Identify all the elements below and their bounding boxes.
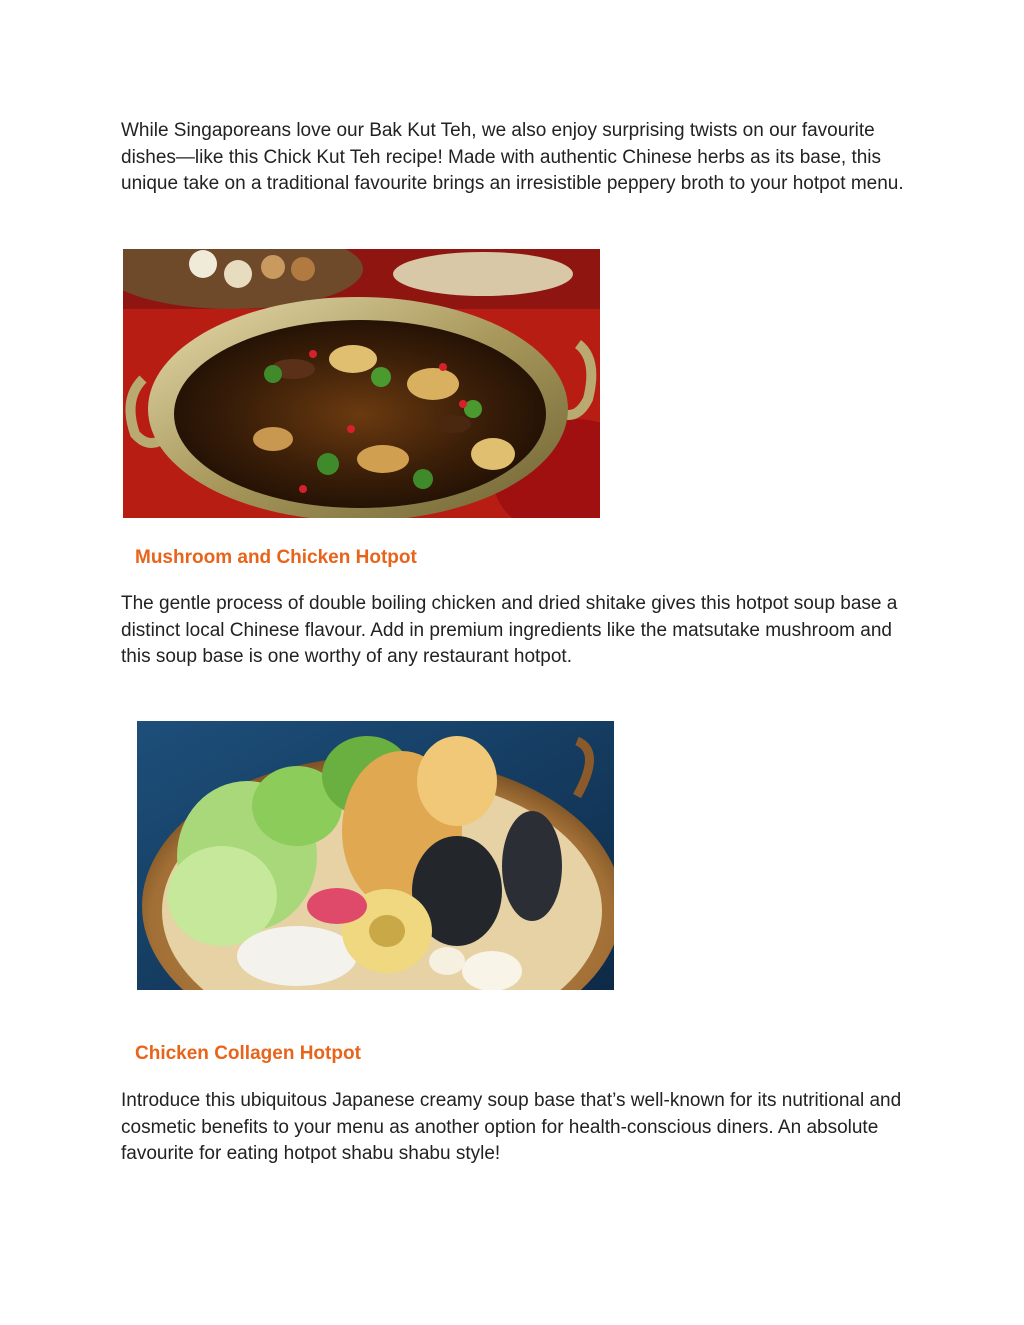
intro-paragraph: While Singaporeans love our Bak Kut Teh, we also enjoy surprising twists on our favourite dishes—like this Chick Kut Teh recipe! Made with authentic Chinese herbs as its base, this unique take on a traditional favourite brings an irresistible peppery broth to your hotpot menu.	[121, 120, 904, 194]
section-body: Introduce this ubiquitous Japanese creamy soup base that’s well-known for its nutritional and cosmetic benefits to your menu as another option for health-conscious diners. An absolute favourite for eating hotpot shabu shabu style!	[121, 1090, 902, 1164]
collagen-hotpot-photo	[137, 721, 614, 990]
section-body: The gentle process of double boiling chicken and dried shitake gives this hotpot soup base a distinct local Chinese flavour. Add in premium ingredients like the matsutake mushroom and this soup base is one worthy of any restaurant hotpot.	[121, 593, 898, 667]
section-title: Chicken Collagen Hotpot	[135, 1043, 361, 1064]
section-title: Mushroom and Chicken Hotpot	[135, 547, 417, 568]
herbal-hotpot-photo	[123, 249, 600, 518]
